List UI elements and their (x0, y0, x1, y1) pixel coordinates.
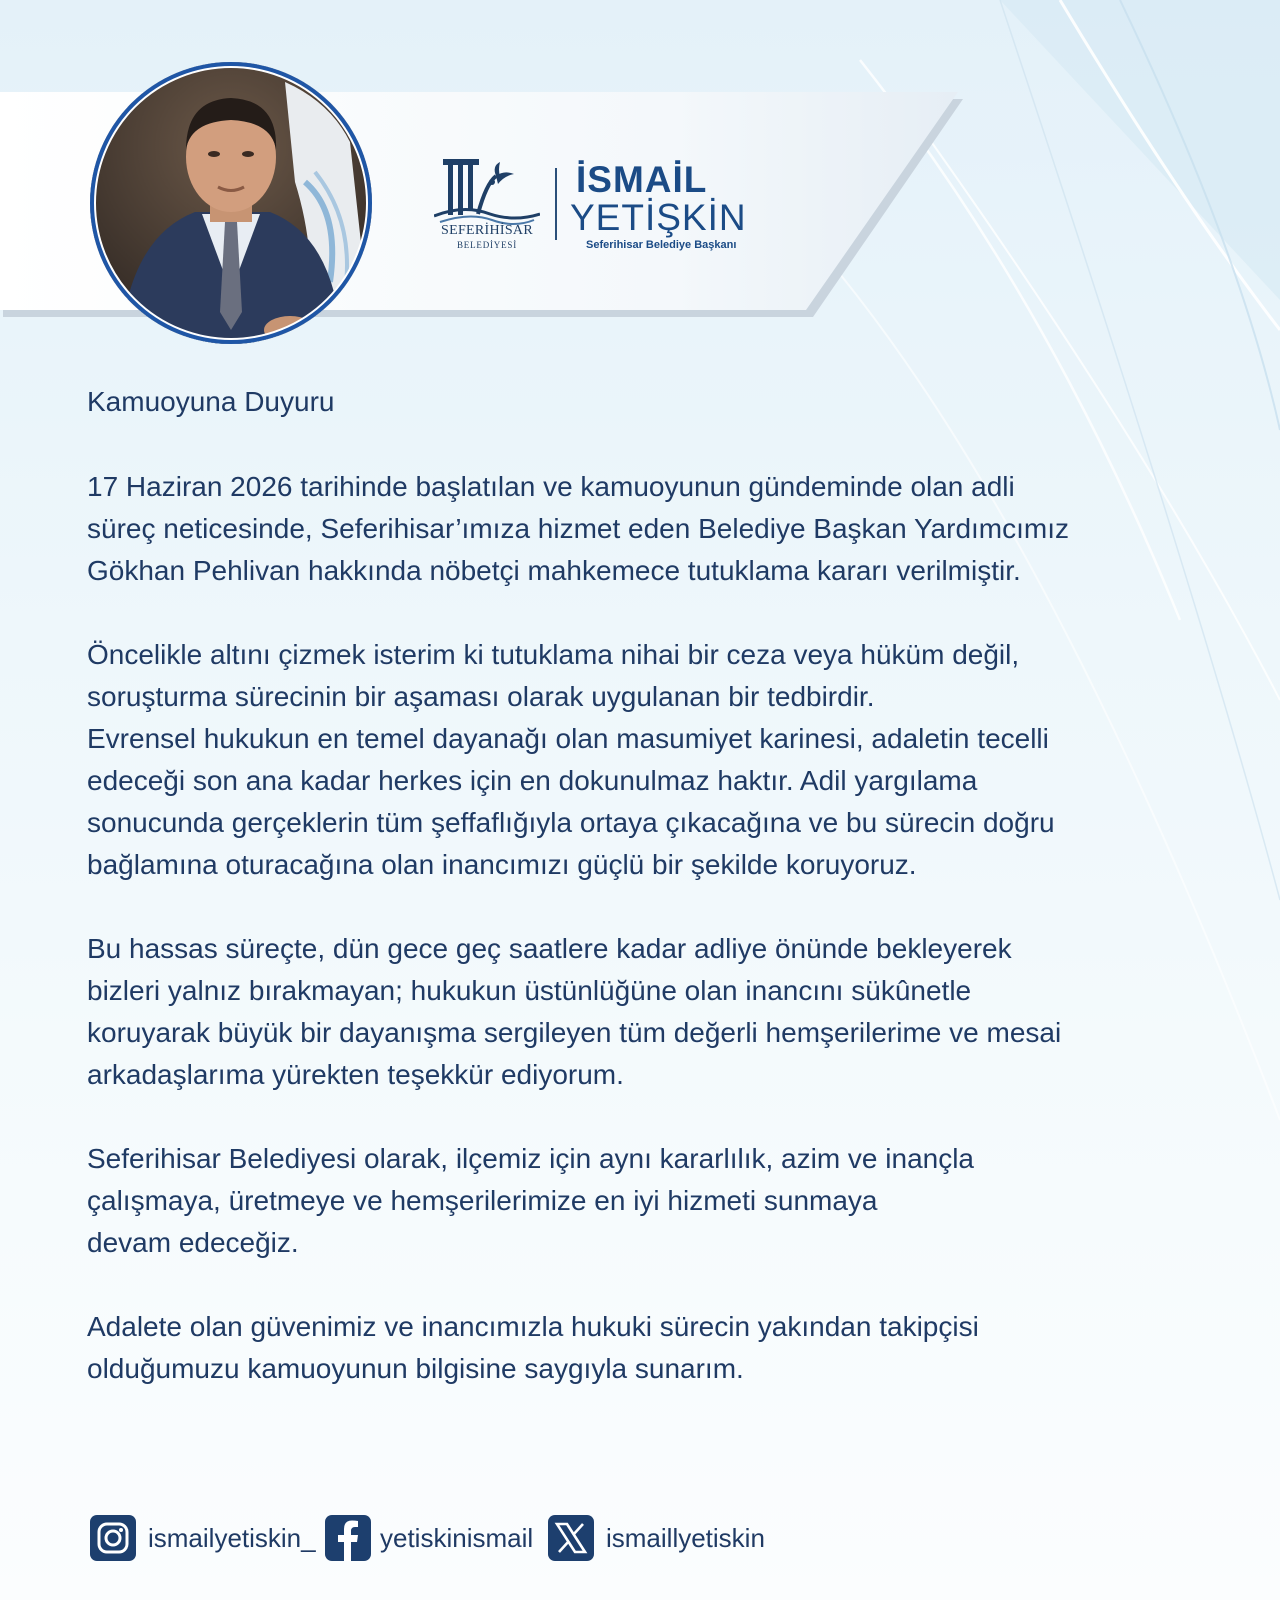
header-logos (434, 150, 754, 260)
text-line: devam edeceğiz. (87, 1227, 299, 1258)
text-line: Evrensel hukukun en temel dayanağı olan masumiyet karinesi, adaletin tecelli (87, 723, 1049, 754)
text-line: 17 Haziran 2026 tarihinde başlatılan ve kamuoyunun gündeminde olan adli (87, 471, 1015, 502)
paragraph (87, 634, 1257, 886)
text-line: Adalete olan güvenimiz ve inancımızla hukuki sürecin yakından takipçisi (87, 1311, 979, 1342)
municipality-name: SEFERİHİSAR (441, 223, 533, 238)
instagram-icon[interactable] (90, 1515, 136, 1561)
paragraph (87, 928, 1257, 1096)
municipality-logo-icon (434, 154, 540, 254)
text-line: olduğumuzu kamuoyunun bilgisine saygıyla sunarım. (87, 1353, 744, 1384)
social-links (90, 1515, 890, 1563)
announcement-body (87, 382, 1257, 1432)
facebook-handle[interactable]: yetiskinismail (380, 1523, 534, 1553)
paragraph (87, 1306, 1257, 1390)
text-line: Seferihisar Belediyesi olarak, ilçemiz için aynı kararlılık, azim ve inançla (87, 1143, 975, 1174)
text-line: edeceği son ana kadar herkes için en dokunulmaz haktır. Adil yargılama (87, 765, 978, 796)
text-line: bağlamına oturacağına olan inancımızı güçlü bir şekilde koruyoruz. (87, 849, 917, 880)
text-line: süreç neticesinde, Seferihisar’ımıza hizmet eden Belediye Başkan Yardımcımız (87, 513, 1070, 544)
text-line: koruyarak büyük bir dayanışma sergileyen tüm değerli hemşerilerime ve mesai (87, 1017, 1062, 1048)
text-line: arkadaşlarıma yürekten teşekkür ediyorum. (87, 1059, 624, 1090)
text-line: sonucunda gerçeklerin tüm şeffaflığıyla ortaya çıkacağına ve bu sürecin doğru (87, 807, 1055, 838)
text-line: Bu hassas süreçte, dün gece geç saatlere kadar adliye önünde bekleyerek (87, 933, 1012, 964)
x-twitter-icon[interactable] (548, 1515, 594, 1561)
x-handle[interactable]: ismaillyetiskin (606, 1523, 765, 1553)
text-line: Gökhan Pehlivan hakkında nöbetçi mahkemece tutuklama kararı verilmiştir. (87, 555, 1021, 586)
paragraph (87, 466, 1257, 592)
mayor-title: Seferihisar Belediye Başkanı (586, 239, 737, 251)
municipality-subtitle: BELEDİYESİ (457, 240, 517, 250)
text-line: bizleri yalnız bırakmayan; hukukun üstünlüğüne olan inancını sükûnetle (87, 975, 972, 1006)
mayor-last-name: YETİŞKİN (570, 197, 747, 238)
mayor-first-name: İSMAİL (576, 159, 708, 200)
instagram-handle[interactable]: ismailyetiskin_ (148, 1523, 316, 1553)
facebook-icon[interactable] (325, 1515, 371, 1561)
text-line: soruşturma sürecinin bir aşaması olarak uygulanan bir tedbirdir. (87, 681, 875, 712)
text-line: çalışmaya, üretmeye ve hemşerilerimize en iyi hizmeti sunmaya (87, 1185, 878, 1216)
paragraph (87, 1138, 1257, 1264)
text-line: Öncelikle altını çizmek isterim ki tutuklama nihai bir ceza veya hüküm değil, (87, 639, 1020, 670)
logo-divider (555, 168, 557, 240)
mayor-portrait (90, 62, 372, 344)
announcement-heading: Kamuoyuna Duyuru (87, 386, 335, 417)
